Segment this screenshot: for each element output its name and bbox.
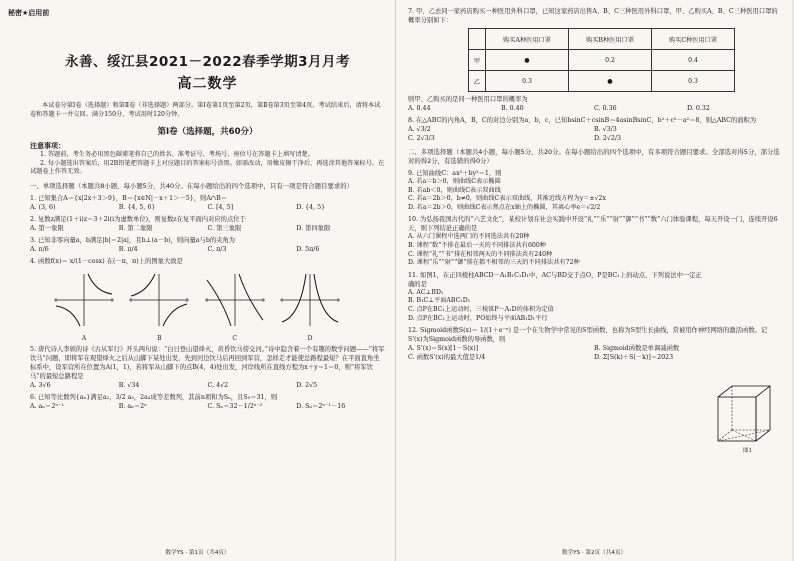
table-row [469, 50, 735, 71]
option: D. 0.32 [687, 105, 710, 112]
part-heading: 二、多项选择题（本题共4小题，每小题5分，共20分。在每小题给出的四个选项中，有多项符合题目要求。全部选对得5分，部分选对的得2分，有选错的得0分） [408, 148, 780, 165]
graph-option-c [203, 269, 267, 342]
page-footer: 数学YS · 第2页（共4页） [561, 550, 627, 556]
exam-subtitle: 高二数学 [177, 76, 238, 92]
option: A. √3/2 [408, 126, 431, 133]
prism-figure-icon [714, 383, 774, 445]
option: C. 第三象限 [207, 224, 242, 232]
table-header-row [469, 29, 735, 50]
question-1: 1. 已知集合A＝{x|2x＋3＞9}，B＝{x∈N|－x＋1＞－5}，则A∩B＝ [30, 194, 228, 202]
figure-label: 图1 [743, 448, 752, 454]
option: D. 2√2/3 [594, 135, 621, 142]
page-1 [0, 0, 396, 561]
option: C. 2√3/3 [408, 135, 435, 142]
option: C. 0.36 [594, 105, 617, 112]
table-header: 购买B种医用口罩 [569, 29, 652, 50]
table-cell: 0.3 [652, 71, 735, 92]
option: C. π/3 [207, 245, 227, 253]
row-label: 甲 [469, 50, 486, 71]
question-3-options [30, 245, 385, 254]
option: B. Sigmoid函数是单调减函数 [594, 345, 680, 353]
option: D. 点P在BC₁上运动时，PO始终与平面AB₁D₁平行 [408, 314, 548, 322]
option: A. (3, 6) [30, 203, 56, 211]
option: C. Sₙ＝32－1/2ⁿ⁻² [207, 402, 263, 410]
option: D. 课程“乐”“射”“御”排在都不相邻的三天的不同排法共有72种 [408, 259, 580, 267]
table-row [469, 71, 735, 92]
exam-title: 永善、绥江县2021－2022春季学期3月月考 [64, 54, 351, 70]
option: D. 若a＝2b＞0，则曲线C表示焦点在x轴上的椭圆，其离心率e＝√2/2 [408, 203, 601, 211]
graph-label: A [81, 334, 87, 342]
question-2: 2. 复数z满足(1＋i)z＝3＋2i(i为虚数单位)，则复数z在复平面内对应的点位于 [30, 215, 246, 223]
option: A. 从六门课程中选两门的不同选法共有20种 [408, 233, 530, 241]
option: B. 课程“数”不排在最后一天的不同排法共有600种 [408, 241, 546, 249]
probability-table [468, 28, 735, 92]
option: B. π/4 [118, 245, 138, 253]
table-cell: ● [569, 71, 652, 92]
question-4: 4. 函数f(x)＝ x/(1－cosx) 在(－π，π)上的图象大致是 [30, 257, 183, 265]
option: A. aₙ＝2ⁿ⁻¹ [30, 402, 64, 410]
option: B. B₁C⊥平面ABC₁D₁ [408, 297, 471, 305]
question-7-options [408, 104, 780, 113]
option: A. AC⊥BD₁ [408, 288, 444, 296]
option: B. √3/3 [594, 126, 617, 133]
option: C. 课程“礼”“书”排在相邻两天的不同排法共有240种 [408, 250, 553, 258]
question-8: 8. 在△ABC的内角A，B，C的对边分别为a，b，c，已知bsinC＋csinB＝4asinBsinC，b²＋c²－a²＝8，则△ABC的面积为 [408, 117, 757, 124]
question-1-options [30, 203, 385, 212]
graph-a-icon [52, 269, 116, 331]
option: C. 若a＝2b＞0，b≠0，则曲线C表示双曲线，其渐近线方程为y＝±√2x [408, 195, 606, 203]
question-12-options [408, 353, 780, 362]
table-cell: 0.3 [486, 71, 569, 92]
graph-option-d [278, 269, 342, 342]
option: B. 0.40 [501, 105, 524, 112]
table-header: 购买C种医用口罩 [652, 29, 735, 50]
notice-item: 2. 每小题选出答案后，用2B铅笔把答题卡上对应题目的答案标号涂黑。如需改动，用橡皮擦干净后，再选涂其他答案标号。在试题卷上作答无效。 [30, 159, 385, 176]
graph-option-a [52, 269, 116, 342]
table-cell: 0.2 [569, 50, 652, 71]
option: D. Σ[S(k)＋S(－k)]＝2023 [594, 354, 674, 362]
graph-label: C [232, 334, 237, 342]
option: B. aₙ＝2ⁿ [118, 402, 147, 410]
option: A. 3√6 [30, 381, 51, 389]
question-7-tail: 则甲、乙购买的是同一种医用口罩的概率为 [408, 96, 528, 103]
question-9: 9. 已知曲线C：ax²＋by²＝1，则 [408, 170, 502, 177]
question-10: 10. 为弘扬我国古代的“六艺文化”，某校计划在社会实践中开设“礼”“乐”“射”“御”“书”“数”六门体验课程，每天开设一门，连续开设6天，则下列结论正确的是 [408, 216, 778, 233]
table-cell: 0.4 [652, 50, 735, 71]
question-5: 5. 唐代诗人李颀的诗《古从军行》开头两句说：“白日登山望烽火，黄昏饮马傍交河。”诗中隐含着一个有趣的数学问题——“将军饮马”问题，即将军在观望烽火之后从山脚下某处出发，先到河边饮马后再回到军营，怎样走才能使总路程最短？在平面直角坐标系中，设军营所在位置为A(1，1)，若将军从山脚下的点B(4，4)处出发，河岸线所在直线方程为x＋y＝1＝0，则“将军饮马”的最短总路程是 [30, 345, 385, 380]
question-12: 12. Sigmoid函数S(x)＝ 1/(1＋e⁻ˣ) 是一个在生物学中常见的S型函数，也称为S型生长曲线，常被用作神经网络的激活函数。记S'(x)为Sigmoid函数的导函数，则 [408, 327, 768, 344]
option: B. 第二象限 [118, 224, 153, 232]
option: C. [4, 5] [207, 203, 234, 211]
question-12-options [408, 344, 780, 353]
graph-d-icon [278, 269, 342, 331]
option: C. 4√2 [207, 381, 229, 389]
question-4-graphs [52, 269, 342, 342]
question-3: 3. 已知非零向量a，b满足|b|＝2|a|，且b⊥(a－b)，则向量a与b的夹角为 [30, 236, 236, 244]
option: D. 5π/6 [296, 245, 320, 253]
option: D. 第四象限 [296, 224, 331, 232]
option: B. 若ab＜0，则曲线C表示双曲线 [408, 186, 501, 194]
option: C. 点P在BC₁上运动时，三棱锥P－A₁D的体积为定值 [408, 305, 554, 313]
option: B. √34 [118, 381, 140, 389]
row-label: 乙 [469, 71, 486, 92]
option: A. 0.44 [408, 105, 431, 112]
question-6-options [30, 402, 385, 411]
question-7: 7. 甲、乙去同一家药店购买一种医用外科口罩，已知这家药店出售A、B、C三种医用外科口罩，甲、乙购买A、B、C三种医用口罩的概率分别如下： [408, 8, 778, 24]
question-2-options [30, 224, 385, 233]
question-11: 11. 如图1，在正四棱柱ABCD－A₁B₁C₁D₁中，AC与BD交于点O，P是BC₁上的动点，下列说法中一定正确的是 [408, 271, 702, 288]
option: A. 第一象限 [30, 224, 64, 232]
option: A. π/6 [30, 245, 49, 253]
question-5-options [30, 381, 385, 390]
option: D. Sₙ＝2ⁿ⁻¹－16 [296, 402, 346, 410]
secret-label: 秘密★启用前 [8, 9, 50, 17]
question-8-options [408, 134, 780, 143]
option: C. 函数S'(x)的最大值是1/4 [408, 354, 486, 362]
graph-label: D [307, 334, 313, 342]
question-8-options [408, 125, 780, 134]
question-6: 6. 已知等比数列{aₙ}满足a₂，3/2 a₃，2a₄成等差数列，其前n项和为Sₙ，且S₅＝31，则 [30, 393, 278, 401]
graph-b-icon [127, 269, 191, 331]
table-header: 购买A种医用口罩 [486, 29, 569, 50]
page-footer: 数学YS · 第1页（共4页） [165, 550, 230, 556]
page-2 [396, 0, 792, 561]
notice-title: 注意事项： [30, 142, 65, 150]
option: A. S'(x)＝S(x)[1－S(x)] [408, 345, 479, 353]
exam-intro: 本试卷分第Ⅰ卷（选择题）和第Ⅱ卷（非选择题）两部分。第Ⅰ卷第1页至第2页，第Ⅱ卷第3页至第4页。考试结束后，请将本试卷和答题卡一并交回。满分150分，考试用时120分钟。 [30, 102, 381, 118]
section-heading: 第Ⅰ卷（选择题，共60分） [157, 127, 258, 137]
part-heading: 一、单项选择题（本题共8小题，每小题5分，共40分。在每小题给出的四个选项中，只有一项是符合题目要求的） [30, 181, 354, 190]
option: B. {4, 5, 6} [118, 203, 156, 211]
table-cell: ● [486, 50, 569, 71]
option: A. 若a＝b＞0，则曲线C表示椭圆 [408, 178, 501, 185]
option: D. 2√5 [296, 381, 318, 389]
graph-c-icon [203, 269, 267, 331]
notice-item: 1. 答题前，考生务必用黑色碳素笔将自己的姓名、准考证号、考场号、座位号在答题卡上填写清楚。 [40, 151, 314, 158]
graph-option-b [127, 269, 191, 342]
graph-label: B [157, 334, 162, 342]
option: D. {4, 5} [296, 203, 326, 211]
